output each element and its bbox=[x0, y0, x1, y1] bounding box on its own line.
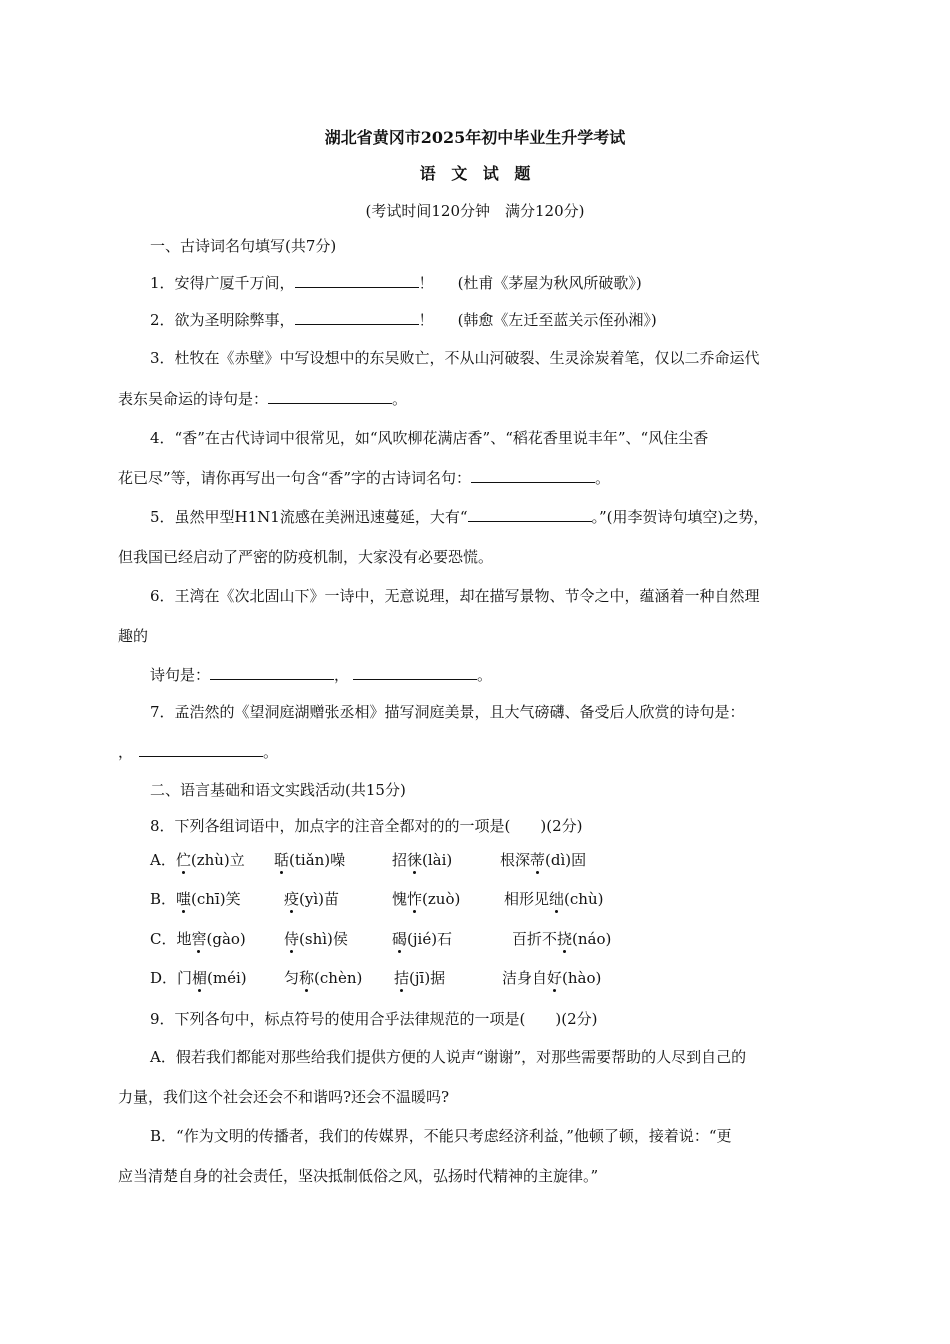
dotted-char: 伫 bbox=[175, 851, 191, 869]
question-6-line1: 6．王湾在《次北固山下》一诗中，无意说理，却在描写景物、节令之中，蕴涵着一种自然理 bbox=[150, 587, 760, 605]
dotted-char: 挠 bbox=[557, 930, 573, 948]
dotted-char: 侍 bbox=[284, 930, 300, 948]
answer-blank[interactable] bbox=[353, 665, 477, 680]
answer-blank[interactable] bbox=[471, 468, 595, 483]
word-option-post: (chèn) bbox=[314, 969, 363, 987]
question-4-prompt: 花已尽”等，请你再写出一句含“香”字的古诗词名句： bbox=[118, 469, 472, 487]
question-1 bbox=[150, 273, 642, 293]
word-option-post: (tiǎn)噪 bbox=[289, 851, 346, 869]
question-6-mid: ， bbox=[334, 666, 350, 684]
question-7-line2 bbox=[118, 742, 278, 762]
word-option bbox=[392, 889, 504, 909]
dotted-char: 碣 bbox=[392, 930, 408, 948]
question-3-line2 bbox=[118, 389, 407, 409]
word-option-pre: B． bbox=[150, 890, 177, 908]
word-option-post: (lài) bbox=[422, 851, 453, 869]
word-option-pre: 洁身自 bbox=[502, 969, 548, 987]
dotted-char: 嗤 bbox=[176, 890, 192, 908]
question-1-text: 1．安得广厦千万间， bbox=[150, 274, 295, 292]
question-6-end: 。 bbox=[477, 666, 493, 684]
dotted-char: 聒 bbox=[274, 851, 290, 869]
answer-blank[interactable] bbox=[295, 310, 419, 325]
word-option-pre: 相形见 bbox=[504, 890, 550, 908]
question-9-stem: 9．下列各句中，标点符号的使用合乎法律规范的一项是( )(2分) bbox=[150, 1010, 598, 1028]
dotted-char: 好 bbox=[547, 969, 563, 987]
dotted-char: 疫 bbox=[284, 890, 300, 908]
word-option bbox=[504, 889, 603, 909]
word-option-post: (jié)石 bbox=[407, 930, 453, 948]
word-option bbox=[150, 968, 284, 988]
word-option bbox=[284, 968, 394, 988]
question-1-end: ！ bbox=[418, 274, 434, 292]
word-option-post: (méi) bbox=[207, 969, 247, 987]
word-option-post: (chù) bbox=[564, 890, 604, 908]
question-7-end: 。 bbox=[263, 743, 279, 761]
question-5-text-b: 。”(用李贺诗句填空)之势， bbox=[591, 508, 769, 526]
word-option-post: (gào) bbox=[206, 930, 246, 948]
word-option-pre: 根深 bbox=[500, 851, 531, 869]
exam-title: 湖北省黄冈市2025年初中毕业生升学考试 bbox=[324, 128, 626, 147]
dotted-char: 怍 bbox=[407, 890, 423, 908]
question-8-option-row bbox=[150, 889, 603, 909]
word-option-post: (chī)笑 bbox=[191, 890, 241, 908]
word-option-pre: 招 bbox=[392, 851, 408, 869]
dotted-char: 称 bbox=[299, 969, 315, 987]
question-5-text-a: 5．虽然甲型H1N1流感在美洲迅速蔓延，大有“ bbox=[150, 508, 468, 526]
word-option-pre: 百折不 bbox=[512, 930, 558, 948]
dotted-char: 徕 bbox=[407, 851, 423, 869]
word-option-post: (dì)固 bbox=[545, 851, 587, 869]
question-2-source: (韩愈《左迁至蓝关示侄孙湘》) bbox=[457, 311, 657, 329]
word-option bbox=[392, 850, 500, 870]
answer-blank[interactable] bbox=[210, 665, 334, 680]
question-6-prompt: 诗句是： bbox=[150, 666, 211, 684]
word-option-pre: C．地 bbox=[150, 930, 192, 948]
word-option bbox=[150, 850, 274, 870]
word-option bbox=[394, 968, 502, 988]
section2-heading: 二、语言基础和语文实践活动(共15分) bbox=[150, 781, 406, 799]
word-option-post: (jī)据 bbox=[409, 969, 446, 987]
question-2-end: ！ bbox=[418, 311, 434, 329]
question-5-line1 bbox=[150, 507, 768, 527]
question-3-line1: 3．杜牧在《赤壁》中写设想中的东吴败亡，不从山河破裂、生灵涂炭着笔，仅以二乔命运代 bbox=[150, 349, 760, 367]
answer-blank[interactable] bbox=[295, 273, 419, 288]
question-6-line2: 趣的 bbox=[118, 627, 149, 645]
word-option-post: (yì)苗 bbox=[299, 890, 339, 908]
word-option bbox=[150, 929, 284, 949]
answer-blank[interactable] bbox=[468, 507, 592, 522]
word-option-pre: D．门 bbox=[150, 969, 193, 987]
exam-time-info: (考试时间120分钟 满分120分) bbox=[365, 202, 585, 220]
word-option bbox=[274, 850, 392, 870]
question-1-source: (杜甫《茅屋为秋风所破歌》) bbox=[457, 274, 642, 292]
dotted-char: 蒂 bbox=[530, 851, 546, 869]
word-option-pre: A． bbox=[150, 851, 176, 869]
word-option bbox=[512, 929, 611, 949]
word-option-pre: 匀 bbox=[284, 969, 300, 987]
dotted-char: 拮 bbox=[394, 969, 410, 987]
question-7-start: ， bbox=[118, 743, 134, 761]
word-option-post: (zhù)立 bbox=[190, 851, 245, 869]
question-7-line1: 7．孟浩然的《望洞庭湖赠张丞相》描写洞庭美景，且大气磅礴、备受后人欣赏的诗句是： bbox=[150, 703, 745, 721]
word-option bbox=[150, 889, 284, 909]
question-4-end: 。 bbox=[595, 469, 611, 487]
question-9-option-b-line1: B．“作为文明的传播者，我们的传媒界，不能只考虑经济利益，”他顿了顿，接着说：“更 bbox=[150, 1127, 732, 1145]
dotted-char: 绌 bbox=[549, 890, 565, 908]
question-8-option-row bbox=[150, 929, 611, 949]
answer-blank[interactable] bbox=[268, 389, 392, 404]
word-option-post: (náo) bbox=[572, 930, 612, 948]
word-option bbox=[284, 929, 392, 949]
question-6-line3 bbox=[150, 665, 492, 685]
word-option-post: (shì)侯 bbox=[299, 930, 348, 948]
question-4-line2 bbox=[118, 468, 610, 488]
word-option-post: (zuò) bbox=[422, 890, 461, 908]
dotted-char: 楣 bbox=[192, 969, 208, 987]
answer-blank[interactable] bbox=[139, 742, 263, 757]
question-9-option-a-line1: A．假若我们都能对那些给我们提供方便的人说声“谢谢”，对那些需要帮助的人尽到自己的 bbox=[150, 1048, 747, 1066]
question-9-option-a-line2: 力量，我们这个社会还会不和谐吗?还会不温暖吗? bbox=[118, 1088, 450, 1106]
exam-subtitle: 语 文 试 题 bbox=[419, 164, 531, 183]
section1-heading: 一、古诗词名句填写(共7分) bbox=[150, 237, 337, 255]
word-option bbox=[284, 889, 392, 909]
question-5-line2: 但我国已经启动了严密的防疫机制，大家没有必要恐慌。 bbox=[118, 548, 494, 566]
question-9-option-b-line2: 应当清楚自身的社会责任，坚决抵制低俗之风，弘扬时代精神的主旋律。” bbox=[118, 1167, 599, 1185]
word-option-pre: 愧 bbox=[392, 890, 408, 908]
word-option bbox=[502, 968, 601, 988]
question-2 bbox=[150, 310, 657, 330]
question-3-prompt: 表东吴命运的诗句是： bbox=[118, 390, 269, 408]
question-8-stem: 8．下列各组词语中，加点字的注音全都对的的一项是( )(2分) bbox=[150, 817, 583, 835]
word-option-post: (hào) bbox=[562, 969, 602, 987]
question-8-option-row bbox=[150, 968, 601, 988]
word-option bbox=[500, 850, 586, 870]
question-3-end: 。 bbox=[392, 390, 408, 408]
question-8-option-row bbox=[150, 850, 586, 870]
question-4-line1: 4．“香”在古代诗词中很常见，如“风吹柳花满店香”、“稻花香里说丰年”、“风住尘香 bbox=[150, 429, 709, 447]
dotted-char: 窖 bbox=[191, 930, 207, 948]
question-2-text: 2．欲为圣明除弊事， bbox=[150, 311, 295, 329]
word-option bbox=[392, 929, 512, 949]
